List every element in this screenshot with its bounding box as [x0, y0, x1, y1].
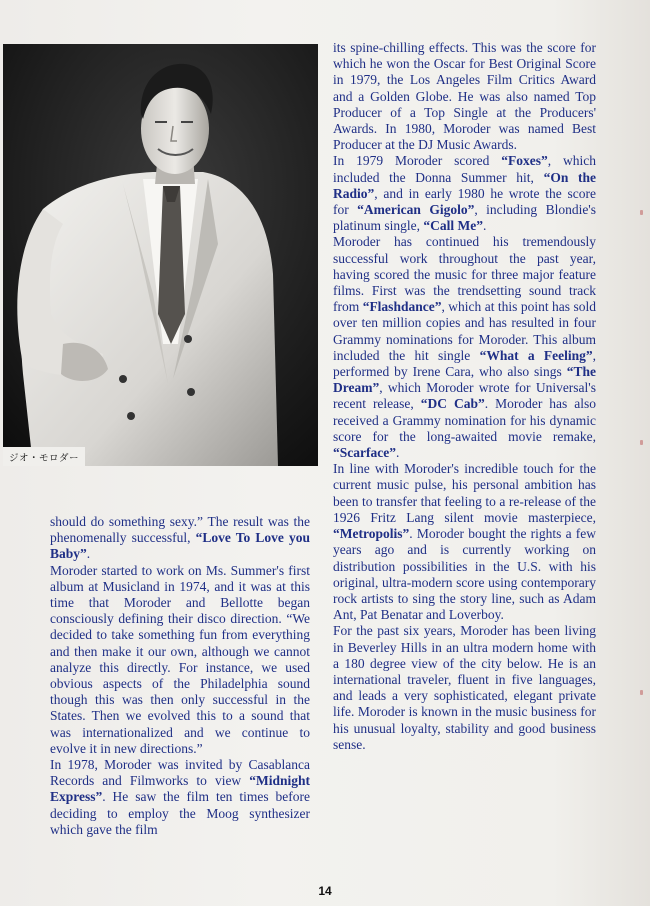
paragraph-foxes: In 1979 Moroder scored “Foxes”, which included the Donna Summer hit, “On the Radio”, and in early 1980 he wrote the score for “American Gigolo”, including Blondie's platinum single, “Call Me”.: [333, 153, 596, 234]
photo-caption: ジオ・モロダー: [3, 447, 85, 466]
paragraph-awards: its spine-chilling effects. This was the score for which he won the Oscar for Best Original Score in 1979, the Los Angeles Film Critics Award and a Golden Globe. He was also named Top Producer of a Top Single at the Producers' Awards. In 1980, Moroder was named Best Producer at the DJ Music Awards.: [333, 40, 596, 153]
right-column: [333, 40, 596, 753]
portrait-illustration: [3, 44, 318, 466]
paragraph-metropolis: In line with Moroder's incredible touch for the current music pulse, his personal ambition has been to transfer that feeling to a re-release of the 1926 Fritz Lang silent movie masterpiece, “Metropolis”. Moroder bought the rights a few years ago and is currently working on distribution possibilities in the U.S. with his original, ultra-modern score using contemporary rock artists to sing the story line, such as Adam Ant, Pat Benatar and Loverboy.: [333, 461, 596, 623]
paragraph-midnight-express: In 1978, Moroder was invited by Casablanca Records and Filmworks to view “Midnight Express”. He saw the film ten times before deciding to employ the Moog synthesizer which gave the film: [50, 757, 310, 837]
left-column: [50, 514, 310, 838]
binder-mark: [640, 210, 643, 215]
paragraph-beverley-hills: For the past six years, Moroder has been living in Beverley Hills in an ultra modern home with a 180 degree view of the city below. He is an international traveler, fluent in five languages, and leads a very sophisticated, elegant private life. Moroder is known in the music business for his unusual loyalty, stability and good business sense.: [333, 623, 596, 752]
paragraph-musicland: Moroder started to work on Ms. Summer's first album at Musicland in 1974, and it was at this time that Moroder and Bellotte began consciously defining their disco direction. “We decided to take something fun from everything and then make it our own, although we cannot analyze this directly. For instance, we used obvious aspects of the Philadelphia sound though this was then only successful in the States. Then we evolved this to a sound that was internationalized and we continue to evolve it in new directions.”: [50, 562, 310, 756]
page-number: 14: [318, 884, 332, 898]
binder-mark: [640, 440, 643, 445]
binder-mark: [640, 690, 643, 695]
portrait-photo: [3, 44, 318, 466]
paragraph-love-to-love: should do something sexy.” The result was the phenomenally successful, “Love To Love you Baby”.: [50, 514, 310, 562]
paragraph-flashdance: Moroder has continued his tremendously successful work throughout the past year, having scored the music for three major feature films. First was the trendsetting sound track from “Flashdance”, which at this point has sold over ten million copies and has resulted in four Grammy nominations for Moroder. This album included the hit single “What a Feeling”, performed by Irene Cara, who also sings “The Dream”, which Moroder wrote for Universal's recent release, “DC Cab”. Moroder has also received a Grammy nomination for his dynamic score for the long-awaited movie remake, “Scarface”.: [333, 234, 596, 461]
